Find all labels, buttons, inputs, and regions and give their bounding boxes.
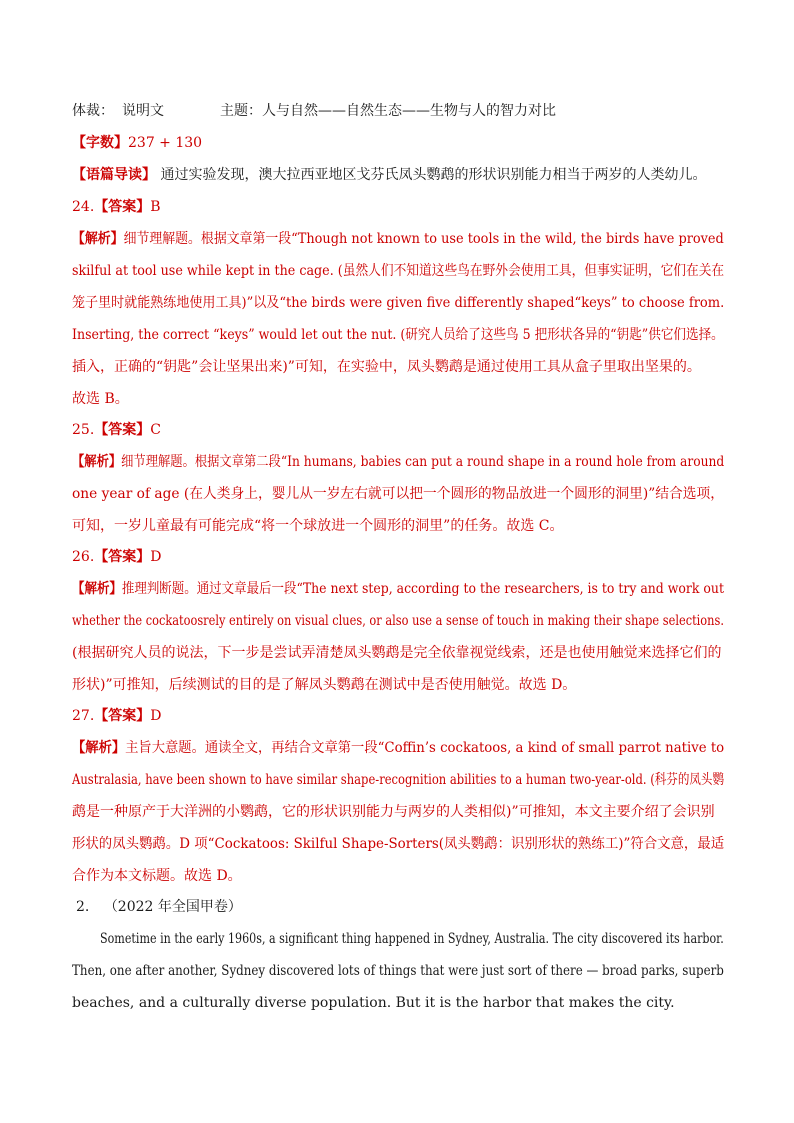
guide-text: 通过实验发现，澳大拉西亚地区戈芬氏凤头鹦鹉的形状识别能力相当于两岁的人类幼儿。 [156,167,707,183]
wordcount-label: 【字数】 [72,135,128,151]
answer-value: B [150,199,161,215]
wordcount-line [72,134,202,152]
analysis-25-line-3: 可知，一岁儿童最有可能完成“将一个球放进一个圆形的洞里”的任务。故选 C。 [72,518,564,534]
answer-value: C [150,422,161,438]
wordcount-value: 237 + 130 [128,135,203,151]
answer-number: 24. [72,199,95,215]
genre-label: 体裁： [72,103,114,119]
analysis-text: 推理判断题。通过文章最后一段“The next step, according to the researchers, is to try and work out [121,581,724,597]
analysis-label: 【解析】 [72,740,126,756]
genre-value: 说明文 [122,103,164,119]
analysis-26-line-3: (根据研究人员的说法，下一步是尝试弄清楚凤头鹦鹉是完全依靠视觉线索，还是也使用触觉来选择它们的 [72,645,722,661]
analysis-27-line-4: 形状的凤头鹦鹉。D 项“Cockatoos: Skilful Shape-Sorters(凤头鹦鹉：识别形状的熟练工)”符合文意，最适 [72,836,725,852]
answer-24-line [72,198,161,216]
analysis-24-line-2: skilful at tool use while kept in the cage. (虽然人们不知道这些鸟在野外会使用工具，但事实证明，它们在关在 [72,263,725,279]
paragraph-line-3: beaches, and a culturally diverse population. But it is the harbor that makes the city. [72,995,675,1011]
answer-label: 【答案】 [94,549,151,565]
guide-label: 【语篇导读】 [72,167,156,183]
answer-value: D [150,549,162,565]
analysis-26-line-1 [72,580,724,598]
analysis-27-line-5: 合作为本文标题。故选 D。 [72,868,242,884]
analysis-24-line-5: 插入，正确的“钥匙”会让坚果出来)”可知，在实验中，凤头鹦鹉是通过使用工具从盒子里取出坚果的。 [72,359,701,375]
answer-value: D [150,708,162,724]
paragraph-line-2: Then, one after another, Sydney discovered lots of things that were just sort of there — broad parks, superb [72,963,724,979]
answer-number: 27. [72,708,95,724]
section-source: （2022 年全国甲卷） [103,899,242,915]
answer-number: 26. [72,549,95,565]
analysis-text: 细节理解题。根据文章第一段“Though not known to use tools in the wild, the birds have proved [123,231,724,247]
answer-25-line [72,421,161,439]
theme-value: 人与自然——自然生态——生物与人的智力对比 [262,103,556,119]
section-number: 2. [76,899,90,915]
analysis-label: 【解析】 [72,581,122,597]
answer-label: 【答案】 [94,708,151,724]
answer-27-line [72,707,162,725]
analysis-27-line-1 [72,739,724,757]
analysis-label: 【解析】 [72,231,124,247]
analysis-24-line-3: 笼子里时就能熟练地使用工具)”以及“the birds were given five differently shaped“keys” to choose from. [72,295,725,311]
theme-label: 主题： [220,103,262,119]
answer-label: 【答案】 [94,422,151,438]
header-line [72,102,556,120]
analysis-26-line-4: 形状)”可推知，后续测试的目的是了解凤头鹦鹉在测试中是否使用触觉。故选 D。 [72,677,577,693]
analysis-25-line-2: one year of age (在人类身上，婴儿从一岁左右就可以把一个圆形的物品放进一个圆形的洞里)”结合选项， [72,486,725,502]
analysis-24-line-6: 故选 B。 [72,391,129,407]
analysis-25-line-1 [72,453,724,471]
analysis-27-line-2: Australasia, have been shown to have similar shape-recognition abilities to a human two-year-old. (科芬的凤头鹦 [72,772,725,788]
analysis-label: 【解析】 [72,454,122,470]
analysis-26-line-2: whether the cockatoosrely entirely on visual clues, or also use a sense of touch in making their shape selections. [72,613,724,629]
analysis-24-line-4: Inserting, the correct “keys” would let out the nut. (研究人员给了这些鸟 5 把形状各异的“钥匙”供它们选择。 [72,327,724,343]
guide-line [72,166,706,184]
section-2-heading [76,898,242,916]
analysis-text: 主旨大意题。通读全文，再结合文章第一段“Coffin’s cockatoos, a kind of small parrot native to [125,740,725,756]
answer-label: 【答案】 [94,199,151,215]
paragraph-line-1: Sometime in the early 1960s, a significant thing happened in Sydney, Australia. The city discovered its harbor. [100,931,724,947]
analysis-24-line-1 [72,230,724,248]
answer-26-line [72,548,162,566]
analysis-text: 细节理解题。根据文章第二段“In humans, babies can put a round shape in a round hole from around [121,454,725,470]
answer-number: 25. [72,422,95,438]
analysis-27-line-3: 鹉是一种原产于大洋洲的小鹦鹉，它的形状识别能力与两岁的人类相似)”可推知，本文主要介绍了会识别 [72,804,715,820]
